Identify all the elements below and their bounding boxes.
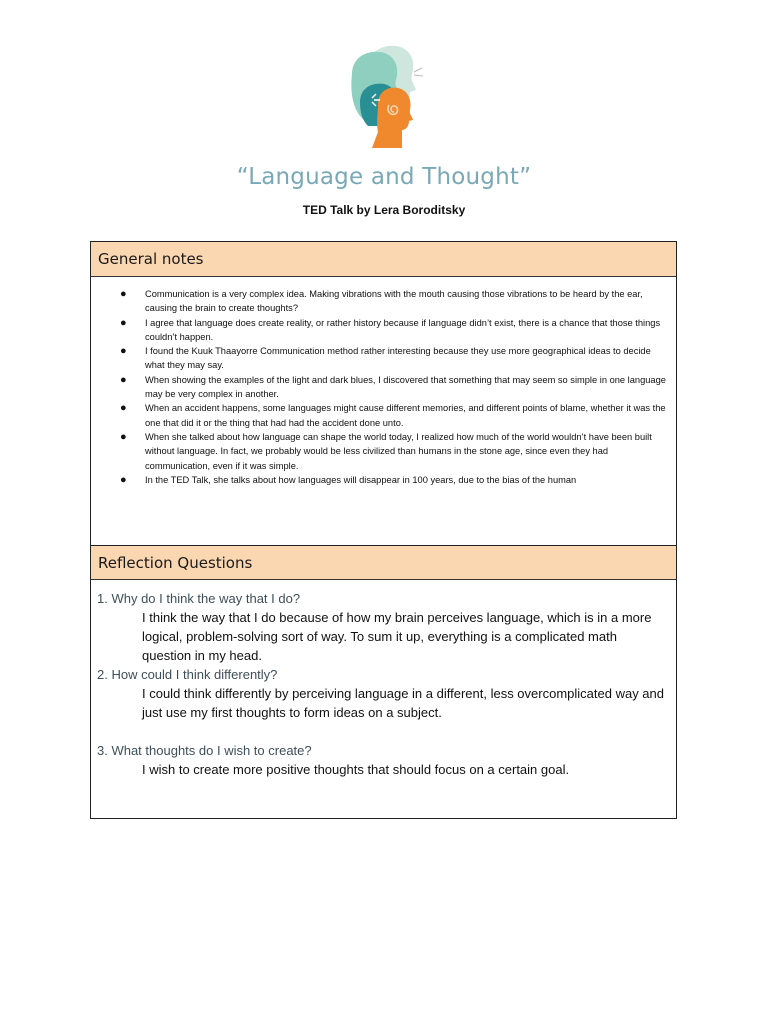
note-item [91,373,668,402]
bullet-icon: ● [120,430,127,443]
reflection-questions-header: Reflection Questions [91,545,676,580]
note-text: In the TED Talk, she talks about how languages will disappear in 100 years, due to the bias of the human [145,474,577,485]
note-text: Communication is a very complex idea. Making vibrations with the mouth causing those vibrations to be heard by the ear, causing the brain to create thoughts? [145,289,643,314]
note-item [91,287,668,316]
spacer [97,722,666,741]
note-item [91,473,668,487]
note-text: I agree that language does create reality, or rather history because if language didn’t exist, there is a chance that those things couldn’t happen. [145,317,661,342]
document-subtitle: TED Talk by Lera Boroditsky [302,203,466,217]
note-text: When she talked about how language can shape the world today, I realized how much of the world wouldn’t have been built without language. In fact, we probably would be less civilized than humans in the stone age, since even they had communication, even if it was simple. [145,431,652,471]
bullet-icon: ● [120,373,127,386]
note-item [91,401,668,430]
general-notes-body [91,278,676,544]
note-text: I found the Kuuk Thaayorre Communication method rather interesting because they use more geographical ideas to decide what they may say. [145,346,651,371]
bullet-icon: ● [120,473,127,486]
notes-table [90,241,677,819]
answer-1: I think the way that I do because of how my brain perceives language, which is in a more logical, problem-solving sort of way. To sum it up, everything is a complicated math question in my head. [142,610,652,663]
bullet-icon: ● [120,288,127,300]
note-text: When showing the examples of the light and dark blues, I discovered that something that may seem so simple in one language may be very complex in another. [145,374,666,400]
bullet-icon: ● [120,316,127,329]
document-title: “Language and Thought” [236,164,532,190]
note-item [91,316,668,345]
bullet-icon: ● [120,402,127,415]
note-item [91,430,668,473]
question-2: 2. How could I think differently? [97,667,278,682]
answer-2: I could think differently by perceiving language in a different, less overcomplicated way and just use my first thoughts to form ideas on a subject. [142,686,664,720]
question-1: 1. Why do I think the way that I do? [97,591,301,606]
general-notes-list [91,287,668,487]
note-item [91,344,668,373]
reflection-body [91,581,676,779]
question-3: 3. What thoughts do I wish to create? [97,743,312,758]
answer-3: I wish to create more positive thoughts that should focus on a certain goal. [142,762,570,777]
heads-silhouette-logo [338,40,430,152]
general-notes-header: General notes [91,242,676,277]
bullet-icon: ● [120,345,127,358]
note-text: When an accident happens, some languages might cause different memories, and different points of blame, whether it was the one that did it or the thing that had had the accident done unto. [145,403,666,428]
